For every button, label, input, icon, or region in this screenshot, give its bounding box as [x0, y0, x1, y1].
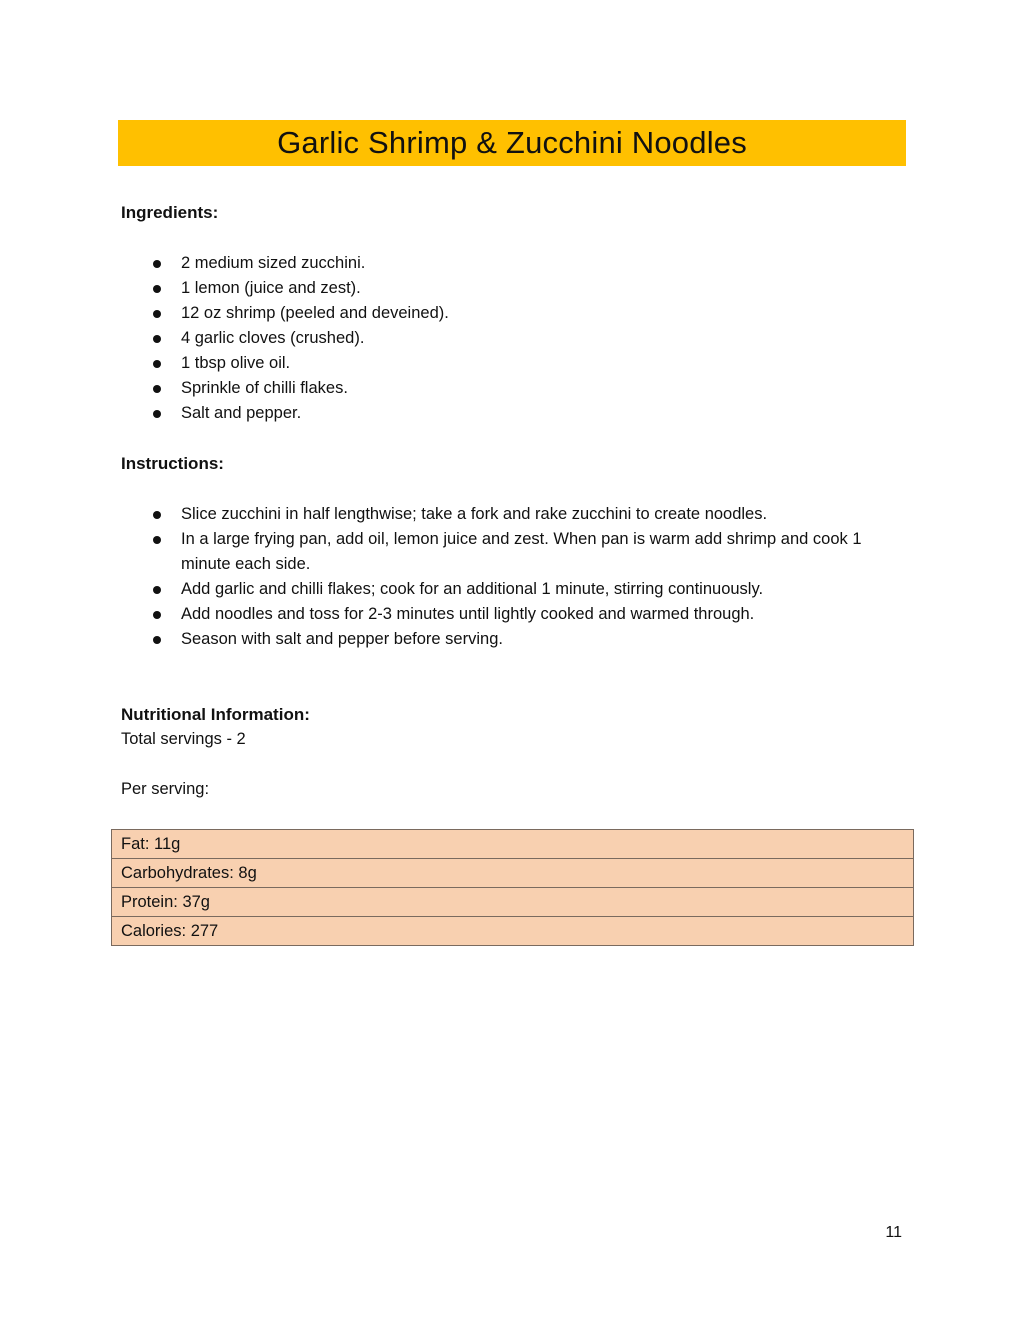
bullet-icon: [153, 586, 161, 594]
list-item: [150, 251, 910, 276]
bullet-icon: [153, 636, 161, 644]
list-item: [150, 301, 910, 326]
page-number: 11: [885, 1224, 902, 1241]
nutrition-protein: Protein: 37g: [112, 888, 914, 917]
title-banner: [118, 120, 906, 166]
list-item: [150, 326, 910, 351]
nutrition-fat: Fat: 11g: [112, 830, 914, 859]
list-item: [150, 276, 910, 301]
bullet-icon: [153, 511, 161, 519]
bullet-icon: [153, 310, 161, 318]
bullet-icon: [153, 285, 161, 293]
bullet-icon: [153, 410, 161, 418]
ingredients-list: [150, 251, 910, 426]
instruction-text: Season with salt and pepper before serving.: [181, 630, 503, 648]
list-item: [150, 527, 910, 577]
list-item: [150, 351, 910, 376]
instructions-heading: Instructions:: [121, 454, 224, 473]
table-row: [112, 830, 914, 859]
ingredient-text: 4 garlic cloves (crushed).: [181, 329, 365, 347]
list-item: [150, 602, 910, 627]
instruction-text: In a large frying pan, add oil, lemon juice and zest. When pan is warm add shrimp and cook 1 minute each side.: [181, 530, 862, 573]
ingredient-text: 1 lemon (juice and zest).: [181, 279, 361, 297]
nutrition-heading: Nutritional Information:: [121, 705, 310, 724]
per-serving-label: Per serving:: [121, 780, 210, 798]
instructions-list: [150, 502, 910, 652]
ingredient-text: 2 medium sized zucchini.: [181, 254, 366, 272]
list-item: [150, 627, 910, 652]
instruction-text: Add garlic and chilli flakes; cook for an additional 1 minute, stirring continuously.: [181, 580, 764, 598]
ingredient-text: 12 oz shrimp (peeled and deveined).: [181, 304, 449, 322]
list-item: [150, 401, 910, 426]
table-row: [112, 917, 914, 946]
list-item: [150, 577, 910, 602]
total-servings: Total servings - 2: [121, 730, 246, 748]
ingredient-text: Salt and pepper.: [181, 404, 302, 422]
ingredients-heading: Ingredients:: [121, 203, 219, 222]
bullet-icon: [153, 335, 161, 343]
recipe-title: Garlic Shrimp & Zucchini Noodles: [277, 125, 747, 160]
bullet-icon: [153, 536, 161, 544]
table-row: [112, 888, 914, 917]
instruction-text: Add noodles and toss for 2-3 minutes until lightly cooked and warmed through.: [181, 605, 755, 623]
ingredient-text: Sprinkle of chilli flakes.: [181, 379, 348, 397]
bullet-icon: [153, 360, 161, 368]
ingredient-text: 1 tbsp olive oil.: [181, 354, 291, 372]
instruction-text: Slice zucchini in half lengthwise; take a fork and rake zucchini to create noodles.: [181, 505, 768, 523]
table-row: [112, 859, 914, 888]
list-item: [150, 376, 910, 401]
list-item: [150, 502, 910, 527]
nutrition-carbohydrates: Carbohydrates: 8g: [112, 859, 914, 888]
nutrition-table: [111, 829, 914, 946]
bullet-icon: [153, 260, 161, 268]
bullet-icon: [153, 611, 161, 619]
nutrition-calories: Calories: 277: [112, 917, 914, 946]
bullet-icon: [153, 385, 161, 393]
